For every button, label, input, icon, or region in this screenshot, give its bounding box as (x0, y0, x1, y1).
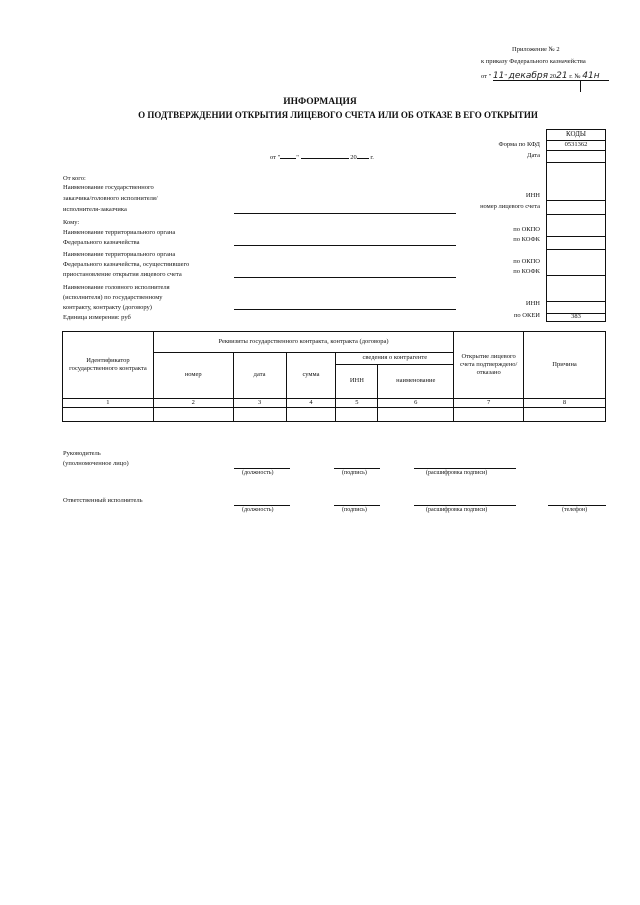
label-territorial2-3: приостановление открытия лицевого счета (63, 271, 182, 278)
resp-phone-caption: (телефон) (562, 507, 588, 513)
head-decoding-caption: (расшифровка подписи) (426, 470, 488, 476)
account-label: номер лицевого счета (480, 203, 540, 210)
resp-decoding-line[interactable] (414, 505, 516, 506)
okpo-label-2: по ОКПО (513, 258, 540, 265)
col-num-8: 8 (524, 399, 606, 408)
col-num-5: 5 (336, 399, 378, 408)
col-num-6: 6 (378, 399, 454, 408)
title-line-2: О ПОДТВЕРЖДЕНИИ ОТКРЫТИЯ ЛИЦЕВОГО СЧЕТА ИЛИ ОБ ОТКАЗЕ В ЕГО ОТКРЫТИИ (138, 110, 538, 120)
head-exec-line[interactable] (234, 309, 456, 310)
label-from: От кого: (63, 175, 86, 182)
th-number: номер (153, 353, 233, 399)
main-table (62, 331, 606, 422)
resp-phone-line[interactable] (548, 505, 606, 506)
date-label: Дата (527, 152, 540, 159)
head-position-line[interactable] (234, 468, 290, 469)
head-signature-line[interactable] (334, 468, 380, 469)
title-line-1: ИНФОРМАЦИЯ (283, 97, 357, 107)
label-territorial-1: Наименование территориального органа (63, 229, 176, 236)
inn-label-1: ИНН (525, 192, 540, 199)
th-requisites: Реквизиты государственного контракта, контракта (договора) (153, 332, 453, 353)
kfd-value: 0531362 (564, 141, 588, 148)
territorial2-line[interactable] (234, 277, 456, 278)
head-position-caption: (должность) (242, 470, 274, 476)
appendix-line-3: от " 11" декабря 2021 г. № 41н (481, 71, 600, 81)
customer-line[interactable] (234, 213, 456, 214)
kfd-label: Форма по КФД (498, 141, 540, 148)
resp-signature-caption: (подпись) (342, 507, 367, 513)
resp-position-caption: (должность) (242, 507, 274, 513)
cell-reason[interactable] (524, 408, 606, 422)
table-row (63, 408, 606, 422)
label-customer-1: Наименование государственного (63, 184, 154, 191)
appendix-line-1: Приложение № 2 (512, 46, 560, 53)
th-counterparty: сведения о контрагенте (336, 353, 454, 365)
resp-decoding-caption: (расшифровка подписи) (426, 507, 488, 513)
label-territorial2-2: Федерального казначейства, осуществившего (63, 261, 190, 268)
cell-inn[interactable] (336, 408, 378, 422)
appendix-underline (493, 80, 609, 81)
head-decoding-line[interactable] (414, 468, 516, 469)
cell-sum[interactable] (286, 408, 336, 422)
col-num-2: 2 (153, 399, 233, 408)
resp-position-line[interactable] (234, 505, 290, 506)
label-head-exec-3: контракту, контракту (договору) (63, 304, 152, 311)
col-num-3: 3 (233, 399, 286, 408)
appendix-month: декабря (508, 71, 549, 81)
cell-name[interactable] (378, 408, 454, 422)
territorial-line[interactable] (234, 245, 456, 246)
appendix-number: 41н (582, 71, 600, 81)
appendix-year: 21 (556, 71, 568, 81)
label-unit: Единица измерения: руб (63, 314, 131, 321)
th-reason: Причина (524, 332, 606, 399)
appendix-mark (580, 80, 581, 92)
cell-date[interactable] (233, 408, 286, 422)
label-customer-2: заказчика/головного исполнителя/ (63, 195, 158, 202)
resp-signature-line[interactable] (334, 505, 380, 506)
th-opening: Открытие лицевого счета подтверждено/ отказано (454, 332, 524, 399)
label-customer-3: исполнителя-заказчика (63, 206, 127, 213)
date-line: от " " 20 г. (270, 154, 374, 161)
label-head-exec-1: Наименование головного исполнителя (63, 284, 170, 291)
codes-header: КОДЫ (565, 130, 587, 138)
head-signature-caption: (подпись) (342, 470, 367, 476)
kofk-label-2: по КОФК (513, 268, 540, 275)
inn-label-2: ИНН (525, 300, 540, 307)
cell-opening[interactable] (454, 408, 524, 422)
label-territorial-2: Федерального казначейства (63, 239, 140, 246)
appendix-year-prefix: 20 (549, 73, 557, 80)
appendix-day: 11 (492, 71, 505, 81)
head-label-2: (уполномоченное лицо) (63, 460, 129, 467)
okpo-label-1: по ОКПО (513, 226, 540, 233)
th-inn: ИНН (336, 365, 378, 399)
label-head-exec-2: (исполнителя) по государственному (63, 294, 163, 301)
label-to: Кому: (63, 219, 80, 226)
responsible-label: Ответственный исполнитель (63, 497, 143, 504)
label-territorial2-1: Наименование территориального органа (63, 251, 176, 258)
col-num-7: 7 (454, 399, 524, 408)
cell-identifier[interactable] (63, 408, 154, 422)
okei-label: по ОКЕИ (513, 312, 540, 319)
appendix-ot: от " (481, 73, 492, 80)
head-label-1: Руководитель (63, 450, 101, 457)
th-identifier: Идентификатор государственного контракта (63, 332, 154, 399)
col-num-1: 1 (63, 399, 154, 408)
okei-value: 383 (571, 313, 581, 320)
th-sum: сумма (286, 353, 336, 399)
th-date: дата (233, 353, 286, 399)
appendix-year-suffix: г. № (569, 73, 581, 80)
cell-number[interactable] (153, 408, 233, 422)
col-num-4: 4 (286, 399, 336, 408)
kofk-label-1: по КОФК (513, 236, 540, 243)
th-name: наименование (378, 365, 454, 399)
codes-box (546, 129, 606, 322)
appendix-line-2: к приказу Федерального казначейства (481, 58, 586, 65)
